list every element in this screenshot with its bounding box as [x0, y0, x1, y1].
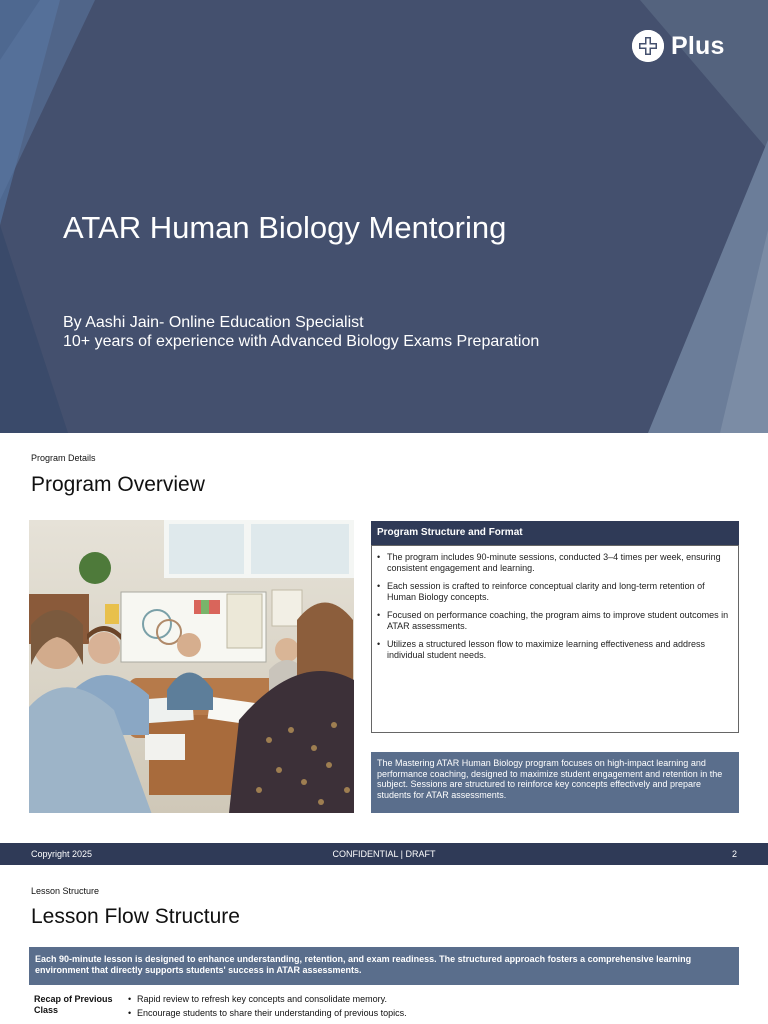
slide-title: Program Overview [31, 473, 205, 496]
bullet-item: • The program includes 90-minute sessions, conducted 3–4 times per week, ensuring consistent engagement and learning. [377, 552, 730, 574]
copyright-label: Copyright 2025 [31, 849, 93, 859]
presentation-subtitle [63, 313, 539, 351]
program-overview-slide [0, 433, 768, 865]
lesson-flow-slide [0, 865, 768, 1024]
plus-logo [632, 29, 725, 63]
recap-row-items [128, 994, 407, 1022]
slide-title: Lesson Flow Structure [31, 905, 240, 928]
bullet-item: • Each session is crafted to reinforce conceptual clarity and long-term retention of Human Biology concepts. [377, 581, 730, 603]
classroom-photo [29, 520, 354, 813]
logo-text: Plus [671, 31, 725, 60]
list-item: • Rapid review to refresh key concepts and consolidate memory. [128, 994, 407, 1005]
structure-box-title: Program Structure and Format [371, 521, 739, 545]
slide-footer [0, 843, 768, 865]
list-item: • Encourage students to share their understanding of previous topics. [128, 1008, 407, 1019]
bullet-item: • Utilizes a structured lesson flow to maximize learning effectiveness and address individual student needs. [377, 639, 730, 661]
section-kicker: Lesson Structure [31, 886, 100, 896]
presentation-title: ATAR Human Biology Mentoring [63, 210, 507, 245]
page-number: 2 [731, 849, 737, 859]
title-slide [0, 0, 768, 433]
experience-line: 10+ years of experience with Advanced Biology Exams Preparation [63, 333, 540, 350]
structure-bullets [377, 552, 730, 661]
confidential-label: CONFIDENTIAL | DRAFT [332, 849, 436, 859]
plus-logo-icon [632, 30, 664, 62]
lesson-intro-banner: Each 90-minute lesson is designed to enhance understanding, retention, and exam readiness. The structured approach fosters a comprehensive learning environment that directly supports students' success in ATAR assessments. [29, 947, 739, 985]
structure-box [371, 545, 739, 733]
section-kicker: Program Details [31, 453, 96, 463]
author-line: By Aashi Jain- Online Education Specialist [63, 314, 364, 331]
bullet-item: • Focused on performance coaching, the program aims to improve student outcomes in ATAR assessments. [377, 610, 730, 632]
recap-row-label: Recap of Previous Class [34, 994, 113, 1015]
program-summary: The Mastering ATAR Human Biology program focuses on high-impact learning and performance coaching, designed to maximize student engagement and retention in the subject. Sessions are structured to reinforce key concepts effectively and prepare students for ATAR assessments. [371, 752, 739, 813]
